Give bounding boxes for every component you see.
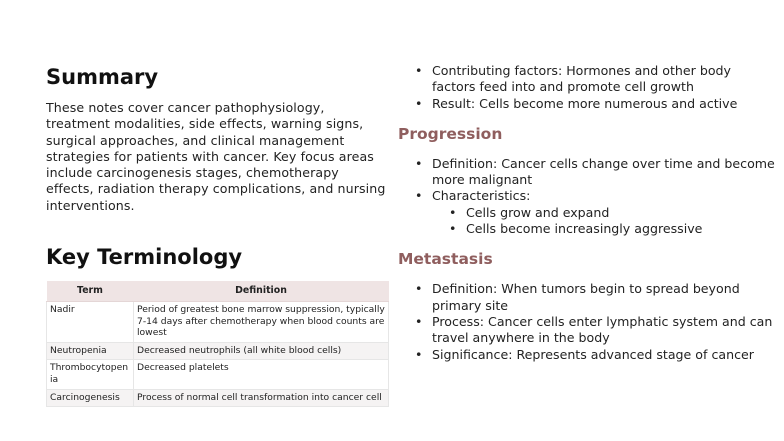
definition-cell: Decreased platelets: [134, 360, 389, 389]
list-item: • Definition: Cancer cells change over time and become more malignant: [432, 156, 778, 189]
left-column: [46, 62, 386, 407]
characteristics-label: Characteristics:: [432, 188, 531, 204]
sublist-item: • Cells become increasingly aggressive: [466, 221, 778, 237]
table-row: [47, 360, 389, 389]
term-cell: Thrombocytopenia: [47, 360, 134, 389]
list-item: • Contributing factors: Hormones and other body factors feed into and promote cell growth: [432, 63, 778, 96]
list-item: • Significance: Represents advanced stage of cancer: [432, 347, 778, 363]
key-terminology-heading: Key Terminology: [46, 245, 243, 270]
list-item: [432, 188, 778, 237]
table-row: [47, 302, 389, 343]
definition-cell: Decreased neutrophils (all white blood cells): [134, 342, 389, 360]
list-item: • Process: Cancer cells enter lymphatic system and can travel anywhere in the body: [432, 314, 778, 347]
list-item: • Definition: When tumors begin to spread beyond primary site: [432, 281, 778, 314]
definition-cell: Period of greatest bone marrow suppression, typically 7-14 days after chemotherapy when blood counts are lowest: [134, 302, 389, 343]
table-row: [47, 389, 389, 407]
metastasis-list: [398, 281, 778, 362]
table-header-row: [47, 281, 389, 302]
definition-cell: Process of normal cell transformation into cancer cell: [134, 389, 389, 407]
table-row: [47, 342, 389, 360]
progression-list: [398, 156, 778, 237]
promotion-list: [398, 63, 778, 112]
definition-column-header: Definition: [134, 281, 389, 302]
right-column: [398, 63, 778, 363]
characteristics-sublist: [432, 205, 778, 238]
summary-text: These notes cover cancer pathophysiology, treatment modalities, side effects, warning signs, surgical approaches, and clinical management strategies for patients with cancer. Key focus areas include carcinogenesis stages, chemotherapy effects, radiation therapy complications, and nursing interventions.: [46, 100, 386, 213]
list-item: • Result: Cells become more numerous and active: [432, 96, 778, 112]
terminology-table: [46, 281, 389, 407]
term-cell: Neutropenia: [47, 342, 134, 360]
term-cell: Carcinogenesis: [47, 389, 134, 407]
summary-heading: Summary: [46, 65, 159, 89]
term-cell: Nadir: [47, 302, 134, 343]
progression-heading: Progression: [398, 124, 503, 143]
sublist-item: • Cells grow and expand: [466, 205, 778, 221]
metastasis-heading: Metastasis: [398, 250, 493, 269]
term-column-header: Term: [47, 281, 134, 302]
